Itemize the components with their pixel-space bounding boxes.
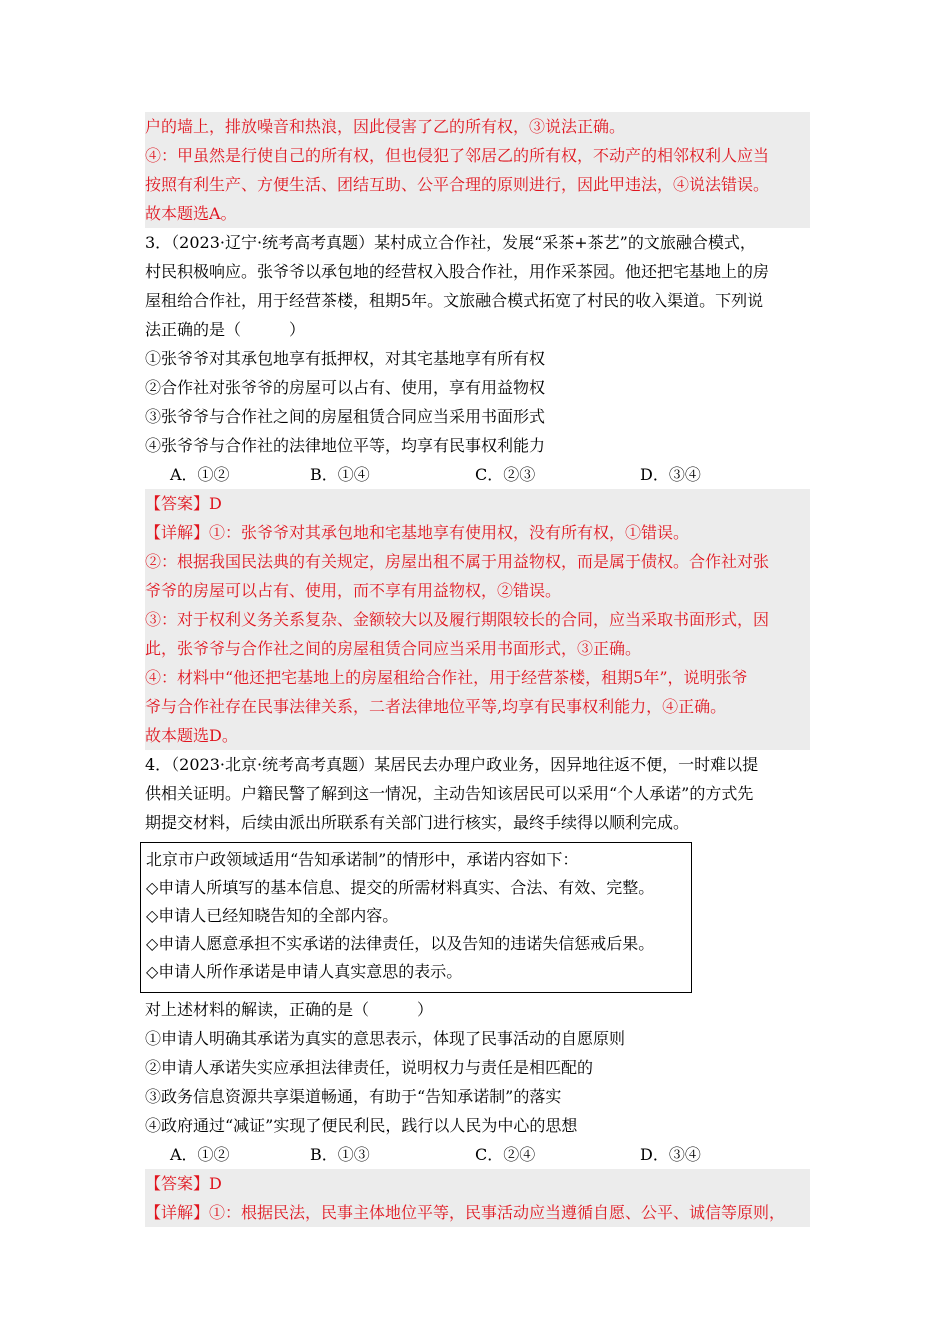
material-box bbox=[140, 842, 692, 993]
explanation-line: 按照有利生产、方便生活、团结互助、公平合理的原则进行，因此甲违法，④说法错误。 bbox=[145, 175, 770, 194]
option-4: ④政府通过“减证”实现了便民利民，践行以人民为中心的思想 bbox=[145, 1116, 578, 1135]
answer-choices bbox=[145, 1140, 810, 1169]
choice-b: B．①④ bbox=[310, 465, 370, 484]
answer-tag: 【答案】 bbox=[145, 1174, 210, 1193]
detail-text: ①：张爷爷对其承包地和宅基地享有使用权，没有所有权，①错误。 bbox=[209, 523, 690, 542]
answer-value: D bbox=[209, 494, 222, 513]
option-2: ②申请人承诺失实应承担法律责任，说明权力与责任是相匹配的 bbox=[145, 1058, 594, 1077]
choice-a: A．①② bbox=[170, 465, 230, 484]
answer-choices bbox=[145, 460, 810, 489]
choice-d: D．③④ bbox=[640, 1145, 701, 1164]
question-stem-line: 3．（2023·辽宁·统考高考真题）某村成立合作社，发展“采茶+茶艺”的文旅融合模式， bbox=[145, 233, 756, 252]
option-1: ①申请人明确其承诺为真实的意思表示，体现了民事活动的自愿原则 bbox=[145, 1029, 626, 1048]
detail-line: 此，张爷爷与合作社之间的房屋租赁合同应当采用书面形式，③正确。 bbox=[145, 639, 642, 658]
material-line: ◇申请人已经知晓告知的全部内容。 bbox=[146, 906, 399, 925]
choice-c: C．②④ bbox=[475, 1145, 536, 1164]
explanation-line: 户的墙上，排放噪音和热浪，因此侵害了乙的所有权，③说法正确。 bbox=[145, 117, 626, 136]
choice-a: A．①② bbox=[170, 1145, 230, 1164]
question-stem-line: 村民积极响应。张爷爷以承包地的经营权入股合作社，用作采茶园。他还把宅基地上的房 bbox=[145, 262, 770, 281]
detail-line: ②：根据我国民法典的有关规定，房屋出租不属于用益物权，而是属于债权。合作社对张 bbox=[145, 552, 770, 571]
detail-tag: 【详解】 bbox=[145, 523, 210, 542]
question-stem-line: 4．（2023·北京·统考高考真题）某居民去办理户政业务，因异地往返不便，一时难以提 bbox=[145, 755, 759, 774]
question-stem-line: 法正确的是（ ） bbox=[145, 320, 306, 339]
question-stem-line: 供相关证明。户籍民警了解到这一情况，主动告知该居民可以采用“个人承诺”的方式先 bbox=[145, 784, 754, 803]
question-stem-line: 屋租给合作社，用于经营茶楼，租期5年。文旅融合模式拓宽了村民的收入渠道。下列说 bbox=[145, 291, 764, 310]
previous-explanation bbox=[145, 112, 810, 228]
question-3 bbox=[145, 228, 810, 489]
detail-line: ④：材料中“他还把宅基地上的房屋租给合作社，用于经营茶楼，租期5年”，说明张爷 bbox=[145, 668, 748, 687]
material-line: ◇申请人所填写的基本信息、提交的所需材料真实、合法、有效、完整。 bbox=[146, 878, 655, 897]
option-3: ③张爷爷与合作社之间的房屋租赁合同应当采用书面形式 bbox=[145, 407, 546, 426]
answer-line bbox=[145, 489, 810, 518]
detail-line bbox=[145, 518, 810, 547]
detail-text: ①：根据民法，民事主体地位平等，民事活动应当遵循自愿、公平、诚信等原则， bbox=[209, 1203, 786, 1222]
material-line: ◇申请人所作承诺是申请人真实意思的表示。 bbox=[146, 962, 463, 981]
material-line: ◇申请人愿意承担不实承诺的法律责任，以及告知的违诺失信惩戒后果。 bbox=[146, 934, 655, 953]
detail-line: ③：对于权利义务关系复杂、金额较大以及履行期限较长的合同，应当采取书面形式，因 bbox=[145, 610, 770, 629]
option-2: ②合作社对张爷爷的房屋可以占有、使用，享有用益物权 bbox=[145, 378, 546, 397]
explanation-line: 故本题选A。 bbox=[145, 204, 237, 223]
detail-line bbox=[145, 1198, 810, 1227]
option-3: ③政务信息资源共享渠道畅通，有助于“告知承诺制”的落实 bbox=[145, 1087, 562, 1106]
question-prompt: 对上述材料的解读，正确的是（ ） bbox=[145, 1000, 434, 1019]
choice-b: B．①③ bbox=[310, 1145, 370, 1164]
choice-d: D．③④ bbox=[640, 465, 701, 484]
answer-section-4 bbox=[145, 1169, 810, 1227]
detail-line: 故本题选D。 bbox=[145, 726, 238, 745]
detail-tag: 【详解】 bbox=[145, 1203, 210, 1222]
material-line: 北京市户政领域适用“告知承诺制”的情形中，承诺内容如下： bbox=[146, 850, 579, 869]
document-page bbox=[145, 112, 810, 1227]
question-stem-line: 期提交材料，后续由派出所联系有关部门进行核实，最终手续得以顺利完成。 bbox=[145, 813, 690, 832]
option-4: ④张爷爷与合作社的法律地位平等，均享有民事权利能力 bbox=[145, 436, 546, 455]
answer-line bbox=[145, 1169, 810, 1198]
option-1: ①张爷爷对其承包地享有抵押权，对其宅基地享有所有权 bbox=[145, 349, 546, 368]
choice-c: C．②③ bbox=[475, 465, 536, 484]
detail-line: 爷与合作社存在民事法律关系，二者法律地位平等,均享有民事权利能力，④正确。 bbox=[145, 697, 727, 716]
detail-line: 爷爷的房屋可以占有、使用，而不享有用益物权，②错误。 bbox=[145, 581, 562, 600]
question-4 bbox=[145, 750, 810, 1169]
answer-tag: 【答案】 bbox=[145, 494, 210, 513]
answer-section-3 bbox=[145, 489, 810, 750]
explanation-line: ④：甲虽然是行使自己的所有权，但也侵犯了邻居乙的所有权，不动产的相邻权利人应当 bbox=[145, 146, 770, 165]
answer-value: D bbox=[209, 1174, 222, 1193]
